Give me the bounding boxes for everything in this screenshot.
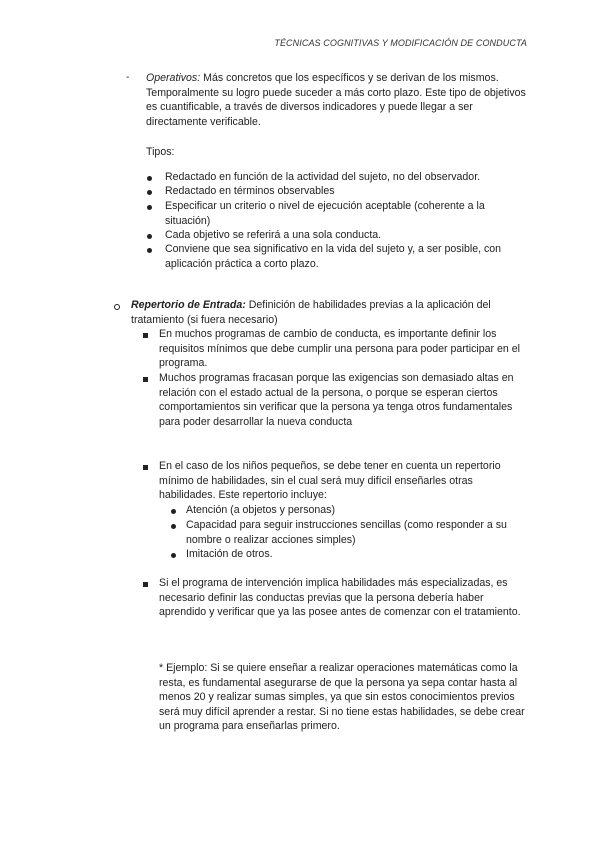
bullet-dot: [171, 553, 176, 558]
repertorio-term: Repertorio de Entrada:: [131, 299, 246, 311]
square-bullet: [143, 582, 148, 587]
repertorio-item: En muchos programas de cambio de conducta, es importante definir los requisitos mínimos que debe cumplir una persona para poder participar en el programa.: [159, 328, 520, 370]
repertorio-subitem: Imitación de otros.: [186, 548, 273, 560]
bullet-dot: [147, 234, 152, 239]
repertorio-subitem: Capacidad para seguir instrucciones sencillas (como responder a su nombre o realizar acciones simples): [186, 519, 507, 546]
example-note: * Ejemplo: Si se quiere enseñar a realizar operaciones matemáticas como la resta, es fundamental asegurarse de que la persona ya sepa contar hasta al menos 20 y realizar sumas simples, ya que sin estos conocimientos previos será muy difícil aprender a restar. Si no tiene estas habilidades, se debe crear un programa para enseñarlas primero.: [159, 662, 525, 733]
square-bullet: [143, 465, 148, 470]
tipos-item: Redactado en términos observables: [165, 185, 335, 197]
tipos-item: Cada objetivo se referirá a una sola conducta.: [165, 229, 382, 241]
bullet-dot: [147, 190, 152, 195]
square-bullet: [143, 377, 148, 382]
repertorio-text: Definición de habilidades previas a la aplicación del tratamiento (si fuera necesario): [131, 299, 491, 326]
tipos-item: Especificar un criterio o nivel de ejecución aceptable (coherente a la situación): [165, 200, 485, 227]
square-bullet: [143, 333, 148, 338]
repertorio-item: Muchos programas fracasan porque las exigencias son demasiado altas en relación con el estado actual de la persona, o porque se esperan ciertos comportamientos sin verificar que la persona ya tenga otros fundamentales para poder desarrollar la nueva conducta: [159, 372, 514, 428]
page-header: TÉCNICAS COGNITIVAS Y MODIFICACIÓN DE CONDUCTA: [274, 38, 527, 48]
tipos-label: Tipos:: [146, 146, 175, 158]
repertorio-item: Si el programa de intervención implica habilidades más especializadas, es necesario definir las conductas previas que la persona debería haber aprendido y verificar que ya las posee antes de comenzar con el tratamiento.: [159, 577, 521, 619]
repertorio-item: En el caso de los niños pequeños, se debe tener en cuenta un repertorio mínimo de habilidades, sin el cual será muy difícil enseñarles otras habilidades. Este repertorio incluye:: [159, 460, 501, 502]
bullet-dot: [171, 509, 176, 514]
bullet-dot: [147, 205, 152, 210]
tipos-item: Conviene que sea significativo en la vida del sujeto y, a ser posible, con aplicación práctica a corto plazo.: [165, 243, 502, 270]
dash-marker: -: [126, 72, 130, 83]
bullet-dot: [171, 524, 176, 529]
bullet-dot: [147, 248, 152, 253]
tipos-item: Redactado en función de la actividad del sujeto, no del observador.: [165, 171, 481, 183]
operativos-paragraph: [146, 71, 526, 129]
operativos-text: Más concretos que los específicos y se derivan de los mismos. Temporalmente su logro puede suceder a más corto plazo. Este tipo de objetivos es cuantificable, a través de diversos indicadores y puede llegar a ser directamente verificable.: [146, 72, 526, 128]
operativos-term: Operativos:: [146, 72, 201, 84]
bullet-dot: [147, 176, 152, 181]
repertorio-subitem: Atención (a objetos y personas): [186, 504, 335, 516]
circle-bullet: [114, 304, 120, 310]
repertorio-paragraph: [131, 298, 516, 327]
